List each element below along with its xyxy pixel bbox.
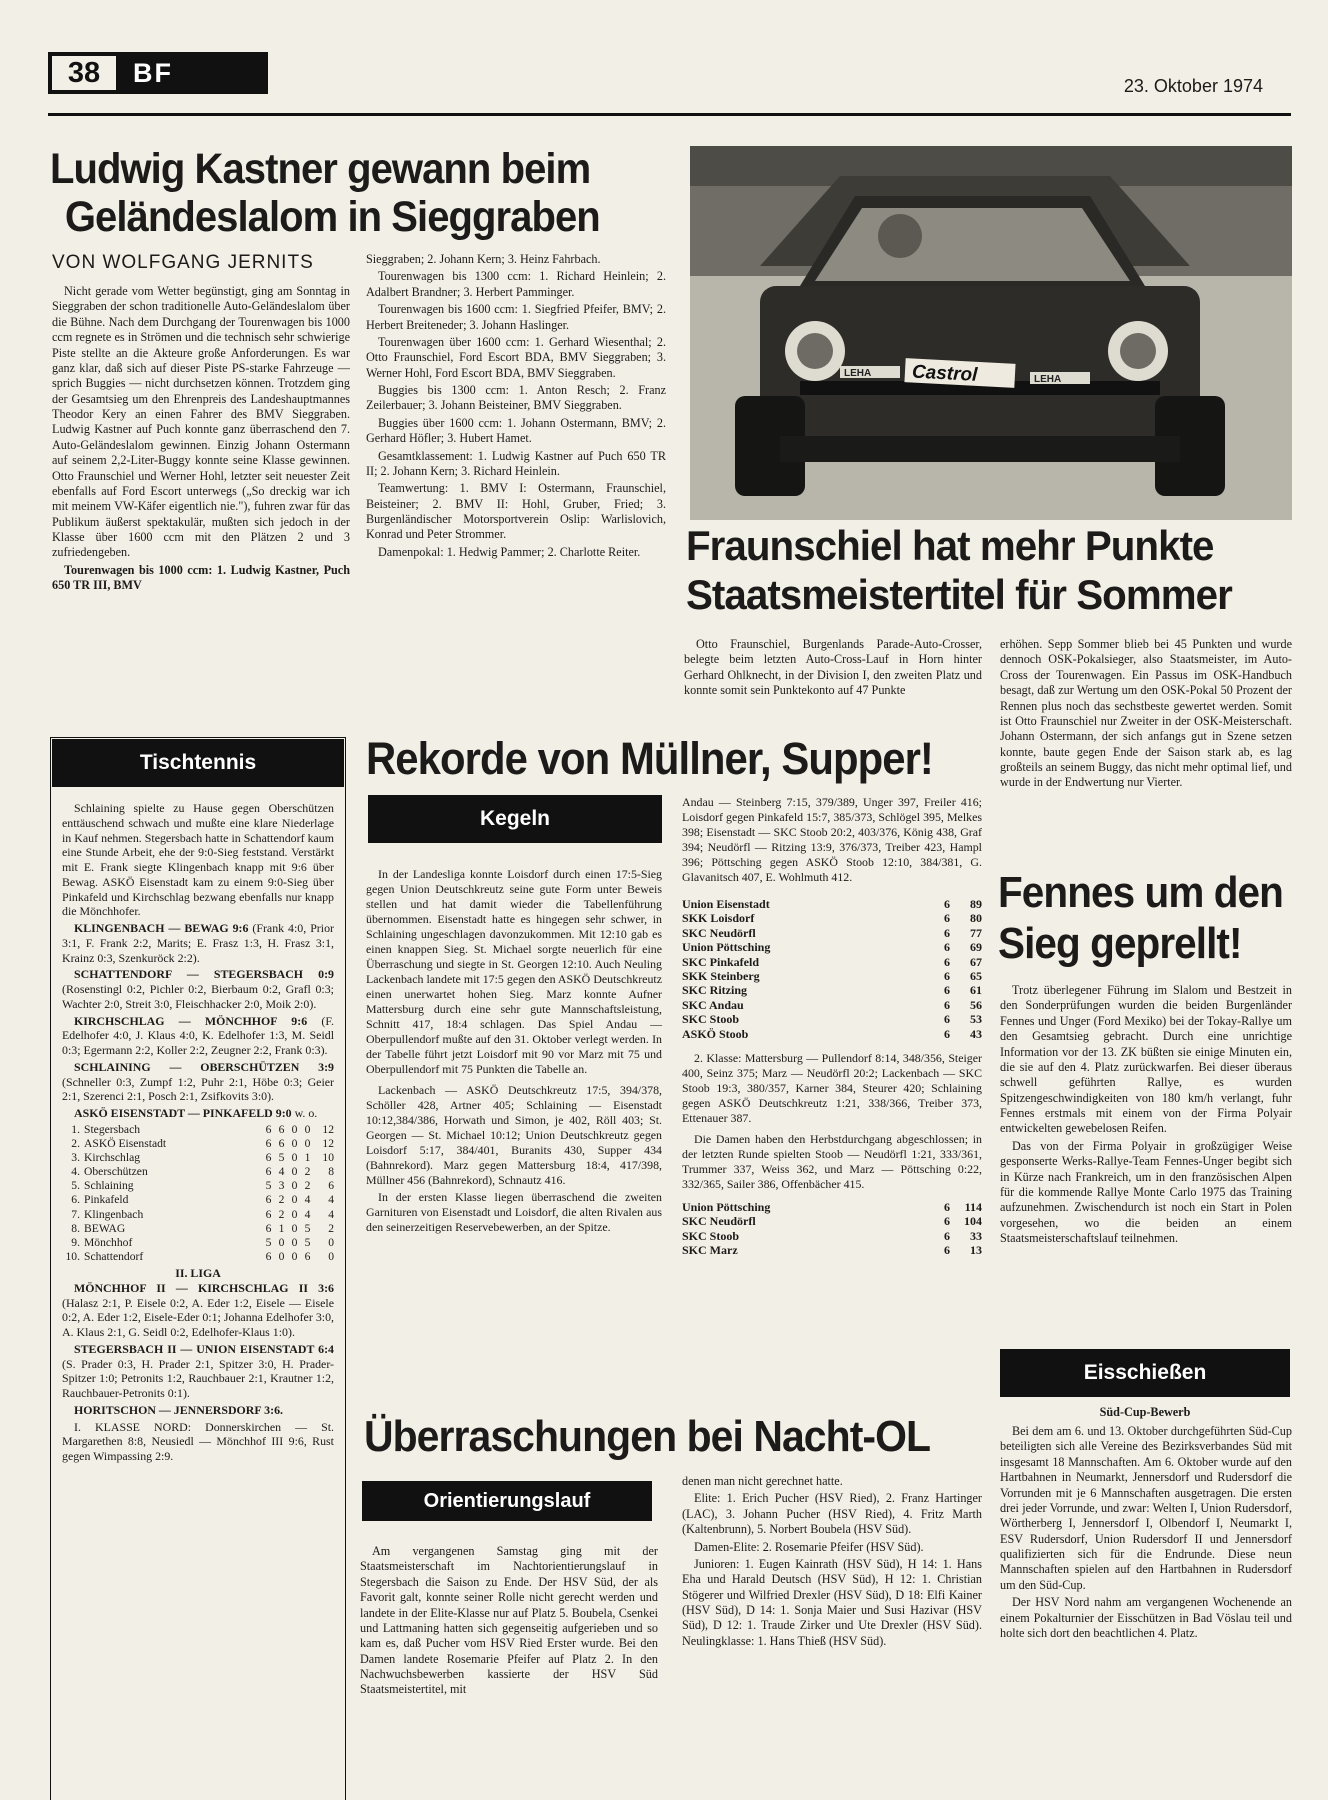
- kegeln-table-2: [682, 1200, 982, 1258]
- fraunschiel-text-left: Otto Fraunschiel, Burgenlands Parade-Auto-Crosser, belegte beim letzten Auto-Cross-Lauf in Horn hinter Gerhard Ohlknecht, in der Division I, den zweiten Platz und konnte somit sein Punktekonto auf 47 Punkte: [684, 637, 982, 698]
- tischtennis-content: Schlaining spielte zu Hause gegen Oberschützen enttäuschend schwach und mußte eine klare Niederlage in Kauf nehmen. Stegersbach hatte in Schattendorf kaum eine Stunde Arbeit, ehe der 9:0-Sieg feststand. Verstärkt mit E. Frank siegte Klingenbach knapp mit 9:6 über Bewag. ASKÖ Eisenstadt kam zu einem 9:0-Sieg über Pinkafeld und Kirchschlag bezwang ebenfalls nur knapp die Mönchhofer. KLINGENBACH — BEWAG 9:6 (Frank 4:0, Prior 3:1, F. Frank 2:2, Marits; E. Frasz 1:3, H. Frasz 3:1, Krainz 0:3, Szenkuröck 2:2). SCHATTENDORF — STEGERSBACH 0:9 (Rosenstingl 0:2, Pichler 0:2, Bierbaum 0:2, Grafl 0:3; Wachter 2:0, Streit 3:0, Fleischhacker 2:0, Moik 2:0). KIRCHSCHLAG — MÖNCHHOF 9:6 (F. Edelhofer 4:0, J. Klaus 4:0, K. Edelhofer 1:3, M. Seidl 0:3; Egermann 2:2, Koller 2:2, Zeugner 2:2, Frank 0:3). SCHLAINING — OBERSCHÜTZEN 3:9 (Schneller 0:3, Zumpf 1:2, Puhr 2:1, Höbe 0:3; Geier 2:1, Szerenci 2:1, Posch 2:1, Zsifkovits 3:0). ASKÖ EISENSTADT — PINKAFELD 9:0 w. o. 1. Stegersbach 6 6 0 0 12 2. ASKÖ Eisenstadt 6 6 0 0 12 3. Kirchschlag 6 5 0 1 10 4. Oberschützen 6 4 0 2 8 5. Schlaining 5 3 0 2 6 6. Pinkafeld 6 2 0 4 4 7. Klingenbach 6 2 0 4 4 8. BEWAG 6 1 0 5 2 9. Mönchhof 5 0 0 5 0 10. Schattendorf 6 0 0 6 0 II. LIGA MÖNCHHOF II — KIRCHSCHLAG II 3:6 (Halasz 2:1, P. Eisele 0:2, A. Eder 1:2, Eisele — Eisele 0:2, A. Eder 1:2, Eisele-Eder 0:1; Johanna Edelhofer 3:0, A. Klaus 2:1, G. Seidl 0:2, Edelhofer-Klaus 1:0). STEGERSBACH II — UNION EISENSTADT 6:4 (S. Prader 0:3, H. Prader 2:1, Spitzer 3:0, H. Prader-Spitzer 1:0; Petronits 1:2, Rauchbauer 2:1, Krautner 1:2, Rauchbauer-Petronits 0:1). HORITSCHON — JENNERSDORF 3:6. I. KLASSE NORD: Donnerskirchen — St. Margarethen 8:8, Neusiedl — Mönchhof III 9:6, Rust gegen Wimpassing 2:9.: [62, 801, 334, 1464]
- eisschiessen-banner: Eisschießen: [1000, 1349, 1290, 1397]
- table-row: Union Pöttsching 6 69: [682, 940, 982, 955]
- section-label: BF: [133, 58, 173, 88]
- standings-row: 9. Mönchhof 5 0 0 5 0: [71, 1235, 334, 1249]
- standings-row: 7. Klingenbach 6 2 0 4 4: [71, 1207, 334, 1221]
- kegeln-banner: Kegeln: [368, 795, 662, 843]
- leha-sticker-left: LEHA: [844, 368, 872, 379]
- tt-liga2-match: HORITSCHON — JENNERSDORF 3:6.: [74, 1402, 283, 1417]
- nacht-ol-results: denen man nicht gerechnet hatte. Elite: 1. Erich Pucher (HSV Ried), 2. Franz Hartinger (LAC), 3. Johann Pucher (HSV Ried), 4. Fritz Marth (Kaltenbrunn), 5. Norbert Boubela (HSV Süd). Damen-Elite: 2. Rosemarie Pfeifer (HSV Süd). Junioren: 1. Eugen Kainrath (HSV Süd), H 14: 1. Hans Eha und Harald Deutsch (HSV Süd), H 12: 1. Christian Stögerer und Wilfried Drexler (HSV Süd), D 18: Elfi Kainer (HSV Süd), D 14: 1. Sonja Maier und Susi Hazivar (HSV Süd), D 12: 1. Traude Zirker und Ute Drexler (HSV Süd). Neulingklasse: 1. Hans Thieß (HSV Süd).: [682, 1474, 982, 1648]
- tt-match: KIRCHSCHLAG — MÖNCHHOF 9:6 (F. Edelhofer 4:0, J. Klaus 4:0, K. Edelhofer 1:3, M. Seidl 0:3; Egermann 2:2, Koller 2:2, Zeugner 2:2, Frank 0:3).: [62, 1013, 334, 1057]
- fennes-headline: Fennes um den Sieg geprellt!: [998, 868, 1283, 968]
- tt-match: SCHLAINING — OBERSCHÜTZEN 3:9 (Schneller 0:3, Zumpf 1:2, Puhr 2:1, Höbe 0:3; Geier 2:1, Szerenci 2:1, Posch 2:1, Zsifkovits 3:0).: [62, 1059, 334, 1104]
- standings-row: 1. Stegersbach 6 6 0 0 12: [71, 1122, 334, 1136]
- kegeln-text: In der Landesliga konnte Loisdorf durch einen 17:5-Sieg gegen Union Deutschkreutz seine gute Form unter Beweis stellen und hat damit wieder die Tabellenführung übernommen. Eisenstadt hatte es hingegen sehr schwer, in Schlaining ungeschlagen davonzukommen. Mit 12:10 gab es einen knappen Sieg. St. Michael sorgte neuerlich für eine Überraschung und siegte in St. Georgen 12:10. Auch Neuling Lackenbach landete mit 17:5 gegen den ASKÖ Deutschkreutz einen unerwartet hohen Sieg. Marz konnte Aufner Mattersburg durch eine sehr gute Mannschaftsleistung, Schnitt 417, 18:4 schlagen. Das Spiel Andau — Oberpullendorf mußte auf den 31. Oktober verlegt werden. In der Tabelle führt jetzt Loisdorf mit 90 vor Marz mit 75 und Oberpullendorf mit 75 Punkten die Tabelle an. Lackenbach — ASKÖ Deutschkreutz 17:5, 394/378, Schöller 428, Artner 405; Schlaining — Eisenstadt 10:12,384/386, Horwath und Simon, je 402, Röll 403; St. Georgen — St. Michael 10:12; Union Deutschkreutz gegen Loisdorf 5:17, 384/401, Buranits 430, Supper 434 (Bahnrekord). Marz gegen Mattersburg 18:4, 417/398, Müllner 456 (Bahnrekord), Schnautz 416. In der ersten Klasse liegen überraschend die zweiten Garnituren von Eisenstadt und Loisdorf, die alten Rivalen aus den seinerzeitigen Reservebewerben, an der Spitze.: [366, 867, 662, 1234]
- tt-liga2-match: STEGERSBACH II — UNION EISENSTADT 6:4 (S. Prader 0:3, H. Prader 2:1, Spitzer 3:0, H. Prader-Spitzer 1:0; Petronits 1:2, Rauchbauer 2:1, Krautner 1:2, Rauchbauer-Petronits 0:1).: [62, 1341, 334, 1401]
- table-row: SKK Loisdorf 6 80: [682, 911, 982, 926]
- tt-match: KLINGENBACH — BEWAG 9:6 (Frank 4:0, Prior 3:1, F. Frank 2:2, Marits; E. Frasz 1:3, H. Frasz 3:1, Krainz 0:3, Szenkuröck 2:2).: [62, 921, 334, 965]
- table-row: Union Eisenstadt 6 89: [682, 897, 982, 911]
- tt-match: ASKÖ EISENSTADT — PINKAFELD 9:0 w. o.: [74, 1106, 318, 1120]
- table-row: SKC Neudörfl 6 104: [682, 1214, 982, 1229]
- standings-row: 5. Schlaining 5 3 0 2 6: [71, 1179, 334, 1193]
- nacht-ol-headline: Überraschungen bei Nacht-OL: [364, 1412, 931, 1461]
- tt-liga2-match: MÖNCHHOF II — KIRCHSCHLAG II 3:6 (Halasz 2:1, P. Eisele 0:2, A. Eder 1:2, Eisele — Eisele 0:2, A. Eder 1:2, Eisele-Eder 0:1; Johanna Edelhofer 3:0, A. Klaus 2:1, G. Seidl 0:2, Edelhofer-Klaus 1:0).: [62, 1280, 334, 1340]
- table-row: SKC Pinkafeld 6 67: [682, 954, 982, 969]
- rally-car-photo: [690, 146, 1292, 520]
- eisschiessen-subtitle: Süd-Cup-Bewerb: [1099, 1405, 1191, 1419]
- liga2-title: II. LIGA: [175, 1266, 221, 1281]
- fraunschiel-headline: Fraunschiel hat mehr Punkte Staatsmeistertitel für Sommer: [686, 522, 1232, 618]
- leha-sticker-right: LEHA: [1034, 374, 1062, 385]
- orientierungslauf-banner: Orientierungslauf: [362, 1481, 652, 1521]
- kastner-byline: VON WOLFGANG JERNITS: [52, 252, 314, 273]
- table-row: SKC Stoob 6 53: [682, 1012, 982, 1027]
- masthead: [48, 52, 268, 94]
- standings-row: 8. BEWAG 6 1 0 5 2: [71, 1221, 334, 1235]
- table-row: SKK Steinberg 6 65: [682, 968, 982, 983]
- kastner-headline: Ludwig Kastner gewann beim Geländeslalom in Sieggraben: [50, 145, 600, 242]
- standings-row: 10. Schattendorf 6 0 0 6 0: [65, 1250, 334, 1264]
- table-row: SKC Neudörfl 6 77: [682, 925, 982, 940]
- issue-date: 23. Oktober 1974: [1123, 76, 1263, 96]
- kegeln-headline: Rekorde von Müllner, Supper!: [366, 733, 933, 784]
- eisschiessen-text: Bei dem am 6. und 13. Oktober durchgeführten Süd-Cup beteiligten sich alle Vereine des Bezirksverbandes Süd mit insgesamt 18 Mannschaften. Am 6. Oktober wurde auf den Hartbahnen in Neumarkt, Jennersdorf und Rudersdorf die Vorrunden mit je 6 Mannschaften ausgetragen. Die ersten drei jeder Vorrunde, und zwar: Welten I, Union Rudersdorf, Wörtherberg I, Jennersdorf I, Olbendorf I, Neumarkt I, ESV Rudersdorf, Union Rudersdorf II und Jennersdorf qualifizierten sich für die Endrunde. Diese neun Mannschaften spielen auf den Hartbahnen in Rudersdorf um den Süd-Cup. Der HSV Nord nahm am vergangenen Wochenende an einem Pokalturnier der Eisschützen in Bad Vöslau teil und holte sich dort den beachtlichen 4. Platz.: [1000, 1424, 1292, 1640]
- standings-row: 6. Pinkafeld 6 2 0 4 4: [71, 1193, 334, 1207]
- fraunschiel-text-right: erhöhen. Sepp Sommer blieb bei 45 Punkten und wurde dennoch OSK-Pokalsieger, also Staatsmeister, im Auto-Cross der Tourenwagen. Ein Passus im OSK-Handbuch besagt, daß zur Wertung um den OSK-Pokal 50 Prozent der Rennen plus noch das sechstbeste gewertet werden. Somit ist Otto Fraunschiel nur Zweiter in der OSK-Meisterschaft. Johann Ostermann, der sich anfangs gut in Szene setzen konnte, baute gegen Ende der Saison stark ab, es lag großteils an seinem Buggy, das nicht mehr optimal lief, und wurde in der Endwertung nur Vierter.: [1000, 637, 1292, 790]
- page-number: 38: [52, 56, 116, 90]
- standings-row: 2. ASKÖ Eisenstadt 6 6 0 0 12: [71, 1136, 334, 1150]
- kastner-text-left: Nicht gerade vom Wetter begünstigt, ging am Sonntag in Sieggraben der schon traditionelle Auto-Geländeslalom über die Bühne. Nach dem Durchgang der Tourenwagen bis 1000 ccm regnete es in Strömen und die technisch sehr schwierige Piste stellte an die Akteure große Anforderungen. Es war ganz klar, daß sich auf dieser Piste PS-starke Fahrzeuge — sprich Buggies — nicht durchsetzen können. Trotzdem ging der Gesamtsieg um den Ehrenpreis des Landeshauptmannes Theodor Kery an einen Fahrer des BMV Sieggraben. Ludwig Kastner auf Puch konnte ganz überraschend den 7. Auto-Geländeslalom gewinnen. Einzig Johann Ostermann auf seinem 2,2-Liter-Buggy konnte seine Klasse gewinnen. Otto Fraunschiel und Werner Hohl, letzter seit neuester Zeit ebenfalls auf Ford Escort unterwegs („So dreckig war ich mit meinem VW-Käfer eigentlich nie."), fuhren zwar für das Publikum äußerst spektakulär, mußten sich jedoch in der Klasse über 1600 ccm mit den Plätzen 2 und 3 zufriedengeben. Tourenwagen bis 1000 ccm: 1. Ludwig Kastner, Puch 650 TR III, BMV: [52, 284, 350, 593]
- kegeln-results: Andau — Steinberg 7:15, 379/389, Unger 397, Freiler 416; Loisdorf gegen Pinkafeld 15:7, 385/373, Schlögel 395, Melkes 398; Eisenstadt — SKC Stoob 20:2, 403/376, König 438, Graf 394; Neudörfl — Ritzing 13:9, 376/373, Treiber 423, Hampl 396; Pöttsching gegen ASKÖ Stoob 12:10, 384/381, G. Glavanitsch 407, E. Wohlmuth 412. Union Eisenstadt 6 89 SKK Loisdorf 6 80 SKC Neudörfl 6 77 Union Pöttsching 6 69 SKC Pinkafeld 6 67 SKK Steinberg 6 65 SKC Ritzing 6 61 SKC Andau 6 56 SKC Stoob 6 53 ASKÖ Stoob 6 43 2. Klasse: Mattersburg — Pullendorf 8:14, 348/356, Steiger 400, Seinz 375; Marz — Neudörfl 20:2; Lackenbach — SKC Stoob 19:3, 380/357, Karner 384, Steurer 420; Schlaining gegen ASKÖ Deutschkreutz 1:21, 338/366, Treiber 373, Ettenauer 387. Die Damen haben den Herbstdurchgang abgeschlossen; in der letzten Runde spielten Stoob — Neudörfl 1:21, 333/361, Trummer 337, Weiss 362, und Marz — Pöttsching 0:22, 332/365, Sailer 386, Offenbächer 415. Union Pöttsching 6 114 SKC Neudörfl 6 104 SKC Stoob 6 33 SKC Marz 6 13: [682, 795, 982, 1258]
- kastner-text-right: Sieggraben; 2. Johann Kern; 3. Heinz Fahrbach. Tourenwagen bis 1300 ccm: 1. Richard Heinlein; 2. Adalbert Brandner; 3. Herbert Pamminger. Tourenwagen bis 1600 ccm: 1. Siegfried Pfeifer, BMV; 2. Herbert Breiteneder; 3. Johann Haslinger. Tourenwagen über 1600 ccm: 1. Gerhard Wiesenthal; 2. Otto Fraunschiel, Ford Escort BDA, BMV Sieggraben; 3. Werner Hohl, Ford Escort BDA, BMV Sieggraben. Buggies bis 1300 ccm: 1. Anton Resch; 2. Franz Zeilerbauer; 3. Johann Beisteiner, BMV Sieggraben. Buggies über 1600 ccm: 1. Johann Ostermann, BMV; 2. Gerhard Höfler; 3. Hubert Hamet. Gesamtklassement: 1. Ludwig Kastner auf Puch 650 TR II; 2. Johann Kern; 3. Richard Heinlein. Teamwertung: 1. BMV I: Ostermann, Fraunschiel, Beisteiner; 2. BMV II: Hohl, Gruber, Fried; 3. Burgenländischer Motorsportverein Oslip: Warlislovich, Konrad und Peter Strommer. Damenpokal: 1. Hedwig Pammer; 2. Charlotte Reiter.: [366, 252, 666, 559]
- standings-row: 3. Kirchschlag 6 5 0 1 10: [71, 1151, 334, 1165]
- tischtennis-banner: Tischtennis: [52, 739, 344, 787]
- tt-klasse-nord: I. KLASSE NORD: Donnerskirchen — St. Margarethen 8:8, Neusiedl — Mönchhof III 9:6, Rust gegen Wimpassing 2:9.: [62, 1419, 334, 1464]
- castrol-sticker: Castrol: [911, 361, 978, 386]
- nacht-ol-text: Am vergangenen Samstag ging mit der Staatsmeisterschaft im Nachtorientierungslauf in Stegersbach die Saison zu Ende. Der HSV Süd, der als Favorit galt, konnte seiner Rolle nicht gerecht werden und landete in der Elite-Klasse nur auf Platz 5. Boubela, Csenkei und Lattmaning hatten sich gegenseitig aufgerieben und so kam es, daß Pucher vom HSV Ried Erster wurde. Bei den Damen landete Rosemarie Pfeifer auf Platz 2. In den Nachwuchsbewerben kassierte der HSV Süd Staatsmeistertitel, mit: [360, 1544, 658, 1697]
- table-row: SKC Ritzing 6 61: [682, 983, 982, 998]
- table-row: Union Pöttsching 6 114: [682, 1199, 982, 1214]
- table-row: SKC Andau 6 56: [682, 997, 982, 1012]
- standings-row: 4. Oberschützen 6 4 0 2 8: [71, 1165, 334, 1179]
- rally-car-image: [690, 146, 1292, 520]
- table-row: SKC Stoob 6 33: [682, 1228, 982, 1243]
- tt-match: SCHATTENDORF — STEGERSBACH 0:9 (Rosenstingl 0:2, Pichler 0:2, Bierbaum 0:2, Grafl 0:3; Wachter 2:0, Streit 3:0, Fleischhacker 2:0, Moik 2:0).: [62, 967, 334, 1011]
- masthead-rule: [48, 113, 1291, 116]
- table-row: ASKÖ Stoob 6 43: [682, 1026, 982, 1041]
- kegeln-table-1: [682, 897, 982, 1041]
- tischtennis-standings: [62, 1123, 334, 1264]
- fennes-text: Trotz überlegener Führung im Slalom und Bestzeit in den Sonderprüfungen wurden die beiden Burgenländer Fennes und Unger (Ford Mexiko) bei der Tokay-Rallye um den Gesamtsieg gebracht. Durch eine unrichtige Information vor der 13. ZK büßten sie einige Minuten ein, die sie auf den 4. Platz zurückwarfen. Bei dieser überaus schwell geführten Rallye, es wurden Spitzengeschwindigkeiten von 180 km/h verlangt, fuhr Fennes erstmals mit einem von der Firma Polyair entwickelten gewebelosen Reifen. Das von der Firma Polyair in großzügiger Weise gesponserte Werks-Rallye-Team Fennes-Unger begibt sich in Kürze nach Frankreich, um in den französischen Alpen für die kommende Rallye Monte Carlo 1975 das Training aufzunehmen. Zwischendurch ist noch ein Start in Polen vorgesehen, wo die beiden an einem Staatsmeisterschaftslauf teilnehmen.: [1000, 983, 1292, 1245]
- table-row: SKC Marz 6 13: [682, 1243, 982, 1258]
